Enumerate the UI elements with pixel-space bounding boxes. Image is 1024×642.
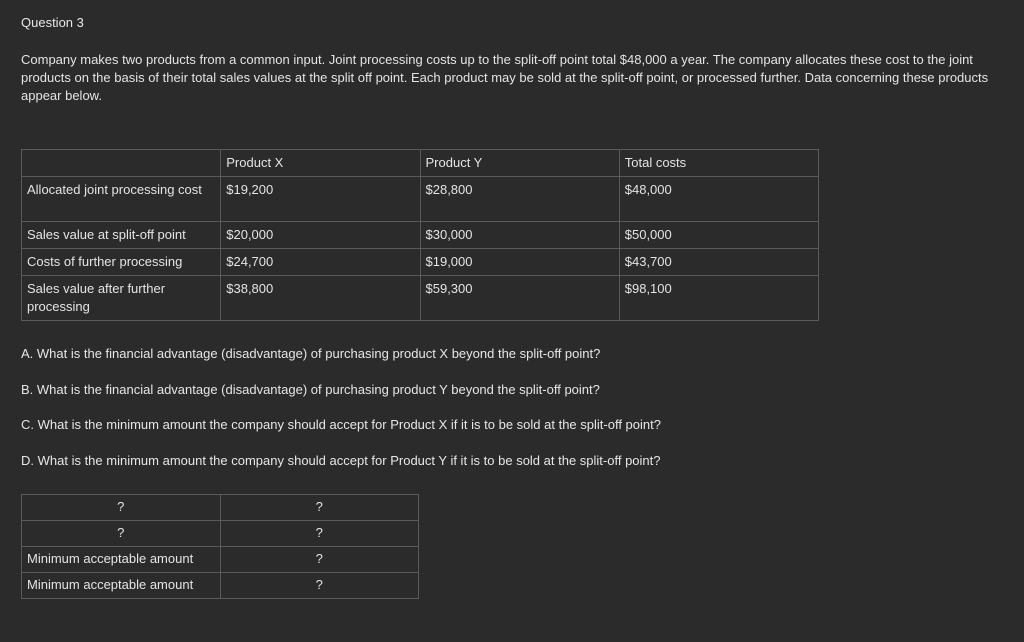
row-label: Costs of further processing [22,249,221,276]
table-row [22,276,819,321]
data-table [21,149,819,321]
table-header-row [22,150,819,177]
table-cell: $43,700 [619,249,818,276]
question-list [21,345,661,487]
answer-label: Minimum acceptable amount [22,547,221,573]
table-row [22,177,819,222]
question-c: C. What is the minimum amount the company should accept for Product X if it is to be sold at the split-off point? [21,417,661,432]
table-cell: $19,200 [221,177,420,222]
question-b: B. What is the financial advantage (disadvantage) of purchasing product Y beyond the split-off point? [21,381,600,397]
table-row [22,222,819,249]
answer-row [22,573,419,599]
table-cell: $48,000 [619,177,818,222]
table-cell: $38,800 [221,276,420,321]
table-cell: $30,000 [420,222,619,249]
table-cell: $20,000 [221,222,420,249]
table-header-cell: Product Y [420,150,619,177]
row-label: Allocated joint processing cost [22,177,221,222]
answer-table [21,494,419,599]
question-a: A. What is the financial advantage (disadvantage) of purchasing product X beyond the split-off point? [21,346,601,361]
table-cell: $98,100 [619,276,818,321]
table-cell: $24,700 [221,249,420,276]
answer-row [22,495,419,521]
table-cell: $28,800 [420,177,619,222]
answer-row [22,547,419,573]
answer-row [22,521,419,547]
table-cell: $19,000 [420,249,619,276]
question-title: Question 3 [21,15,84,30]
answer-label-select[interactable]: ? [22,495,221,521]
row-label: Sales value after further processing [22,276,221,321]
answer-value-input[interactable]: ? [220,495,418,521]
table-row [22,249,819,276]
row-label: Sales value at split-off point [22,222,221,249]
table-header-cell: Product X [221,150,420,177]
table-cell: $50,000 [619,222,818,249]
table-header-cell: Total costs [619,150,818,177]
question-intro: Company makes two products from a common input. Joint processing costs up to the split-off point total $48,000 a year. The company allocates these cost to the joint products on the basis of their total sales values at the split off point. Each product may be sold at the split-off point, or processed further. Data concerning these products appear below. [21,52,989,103]
answer-label: Minimum acceptable amount [22,573,221,599]
answer-value-input[interactable]: ? [220,547,418,573]
answer-value-input[interactable]: ? [220,573,418,599]
table-header-cell [22,150,221,177]
question-d: D. What is the minimum amount the company should accept for Product Y if it is to be sold at the split-off point? [21,452,661,468]
table-cell: $59,300 [420,276,619,321]
answer-label-select[interactable]: ? [22,521,221,547]
answer-value-input[interactable]: ? [220,521,418,547]
